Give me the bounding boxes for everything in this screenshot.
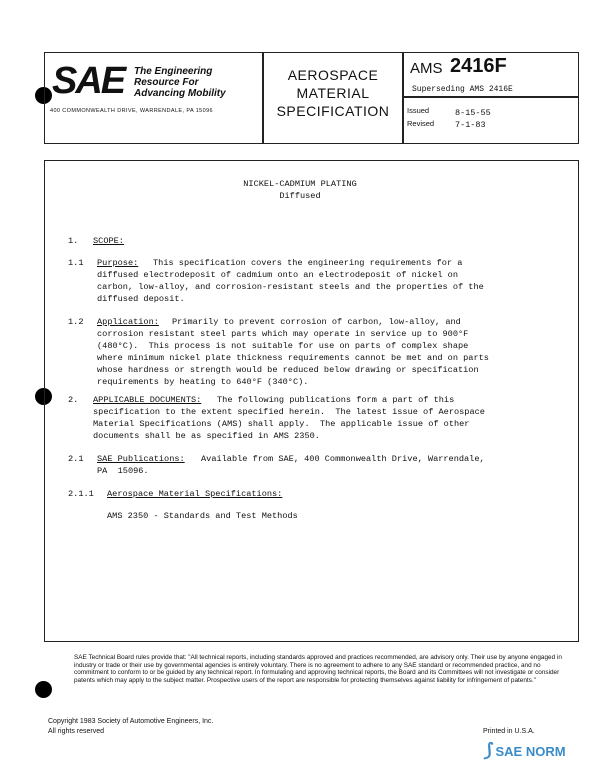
section-2-line: Material Specifications (AMS) shall apply. The applicable issue of other [93,419,470,429]
section-1-1-line: carbon, low-alloy, and corrosion-resistant steels and the properties of the [97,282,484,292]
doc-type-line-2: MATERIAL [296,85,370,101]
tagline-line-2: Resource For [134,77,199,88]
section-2-line: documents shall be as specified in AMS 2350. [93,431,320,441]
section-1-2-line: (480°C). This process is not suitable for use on parts of complex shape [97,341,469,351]
tagline [134,66,226,99]
section-2-number: 2. [68,395,79,405]
section-1-2-number: 1.2 [68,317,84,327]
section-1-2-line: whose hardness or strength would be reduced below drawing or specification [97,365,479,375]
header-rule-ams [402,96,579,98]
revised-date: 7-1-83 [455,120,486,130]
doc-subtitle: Diffused [279,191,321,201]
section-2-1-1-item: AMS 2350 - Standards and Test Methods [107,511,298,521]
address: 400 COMMONWEALTH DRIVE, WARRENDALE, PA 15096 [50,108,213,114]
revised-label: Revised [407,119,435,128]
technical-board-notice: SAE Technical Board rules provide that: "All technical reports, including standards approved and practices recommended, are advisory only. Their use by anyone engaged in industry or trade or their use by governmental agencies is entirely voluntary. There is no agreement to adhere to any SAE standard or recommended practice, and no commitment to conform to or be guided by any technical report. In formulating and approving technical reports, the Board and its Committees will not investigate or consider patents which may apply to the subject matter. Prospective users of the report are responsible for protecting themselves against liability for infringement of patents." [74,654,562,684]
doc-type-line-3: SPECIFICATION [276,103,390,119]
section-2-1-number: 2.1 [68,454,84,464]
printed-in: Printed in U.S.A. [483,728,535,735]
section-2-line: specification to the extent specified herein. The latest issue of Aerospace [93,407,485,417]
tagline-line-1: The Engineering [134,66,213,77]
doc-title: NICKEL-CADMIUM PLATING [243,179,357,189]
issued-date: 8-15-55 [455,108,491,118]
doc-type-line-1: AEROSPACE [287,67,379,83]
section-1-2-line: corrosion resistant steel parts which may operate in service up to 900°F [97,329,469,339]
section-2-1-line: PA 15096. [97,466,149,476]
sae-norm-text: SAE NORM [495,744,566,759]
rights-reserved: All rights reserved [48,728,105,735]
section-1-1-heading: Purpose: [97,258,139,268]
sae-norm-watermark [484,740,566,761]
section-1-2-line: where minimum nickel plate thickness requirements cannot be met and on parts [97,353,489,363]
section-1-1-line: This specification covers the engineering requirements for a [153,258,463,268]
section-2-heading: APPLICABLE DOCUMENTS: [93,395,202,405]
ams-number: 2416F [450,55,507,77]
section-1-heading: SCOPE: [93,236,124,246]
section-2-1-line: Available from SAE, 400 Commonwealth Drive, Warrendale, [201,454,485,464]
section-2-1-1-heading: Aerospace Material Specifications: [107,489,283,499]
tagline-line-3: Advancing Mobility [134,88,226,99]
issued-label: Issued [407,106,430,115]
section-1-2-line: requirements by heating to 640°F (340°C). [97,377,309,387]
sae-norm-logo-icon: ⟆ [484,740,492,760]
section-1-1-line: diffused electrodeposit of cadmium onto an electrodeposit of nickel on [97,270,458,280]
section-1-1-number: 1.1 [68,258,84,268]
superseding: Superseding AMS 2416E [412,85,513,94]
section-2-1-1-number: 2.1.1 [68,489,94,499]
section-2-1-heading: SAE Publications: [97,454,185,464]
section-1-1-line: diffused deposit. [97,294,185,304]
section-1-number: 1. [68,236,79,246]
copyright: Copyright 1983 Society of Automotive Engineers, Inc. [48,718,214,725]
section-2-line: The following publications form a part of this [217,395,455,405]
doc-type [262,66,404,120]
section-1-2-heading: Application: [97,317,159,327]
sae-logo: SAE [52,60,125,102]
punch-hole-bottom [35,681,52,698]
ams-label: AMS [410,60,443,77]
section-1-2-line: Primarily to prevent corrosion of carbon, low-alloy, and [172,317,461,327]
